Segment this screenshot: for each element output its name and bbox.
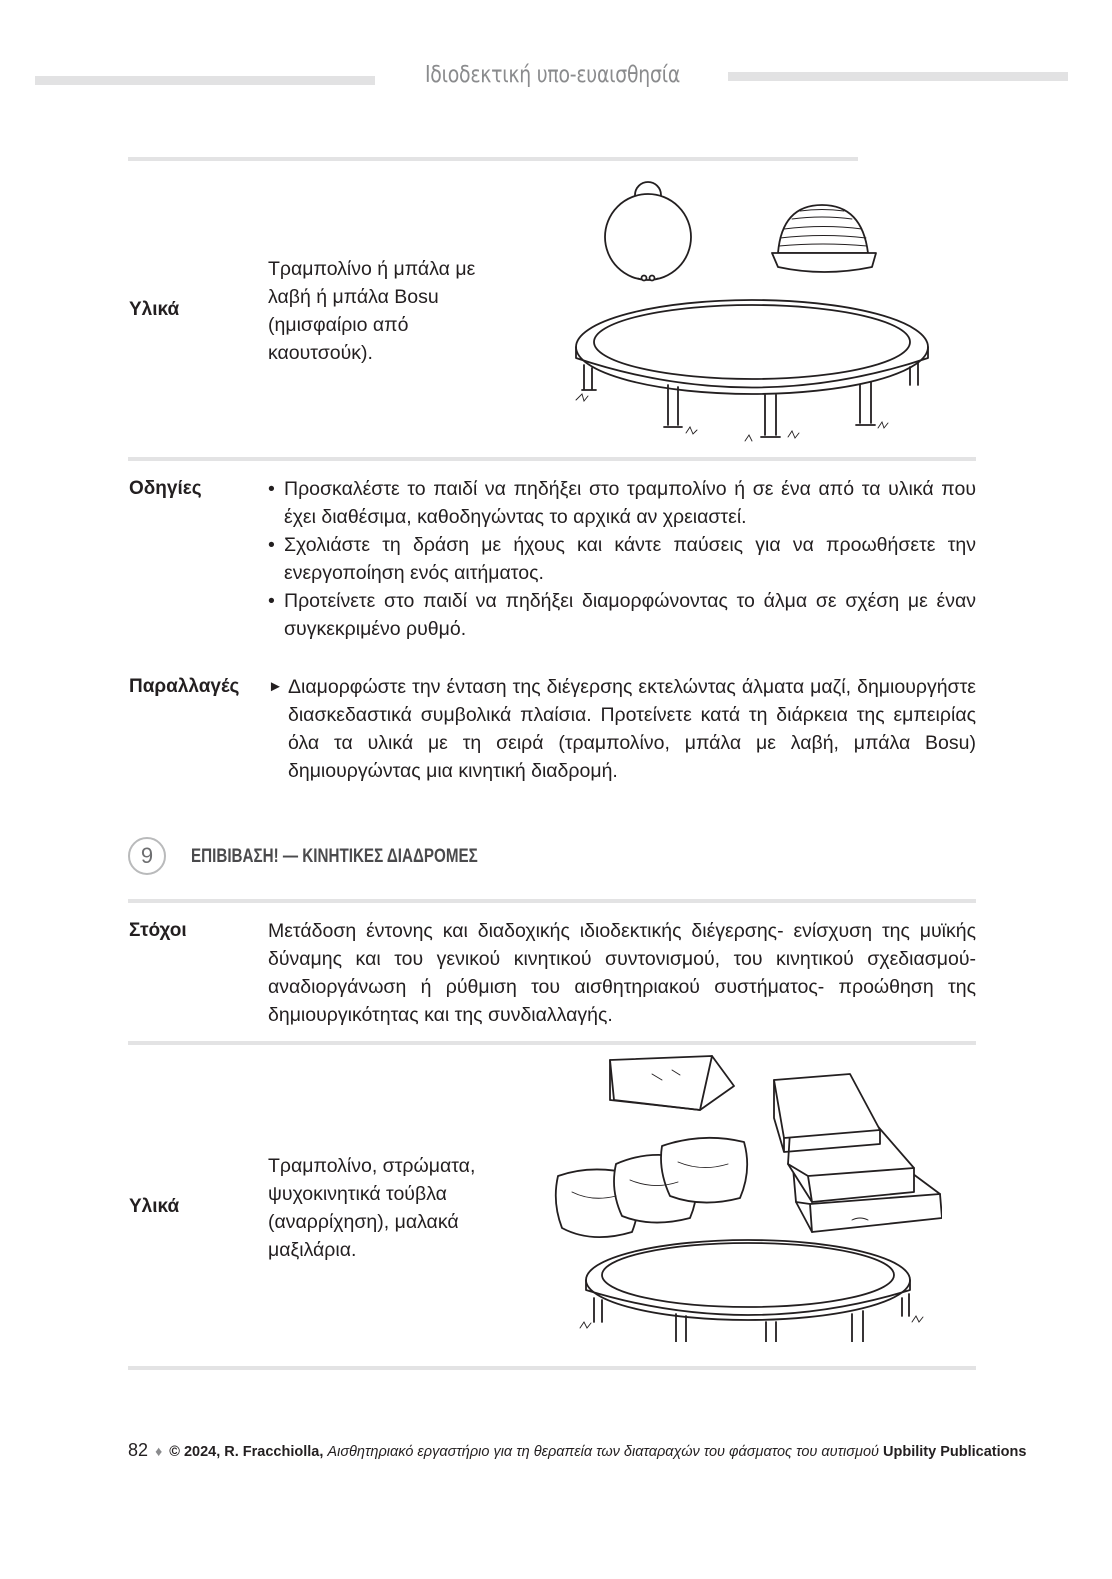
- rule-instructions: [128, 457, 976, 461]
- goals-text: Μετάδοση έντονης και διαδοχικής ιδιοδεκτικής διέγερσης- ενίσχυση της μυϊκής δύναμης και του γενικού κινητικού συντονισμού, του κινητικού σχεδιασμού-αναδιοργάνωση ή ρύθμιση του αισθητηριακού συστήματος- προώθηση της δημιουργικότητας και της συνδιαλλαγής.: [268, 920, 976, 1026]
- page-number: 82: [128, 1440, 149, 1460]
- materials-label-2: Υλικά: [129, 1196, 180, 1217]
- activity-number-badge: 9: [128, 837, 166, 875]
- arrow-right-icon: ►: [268, 678, 283, 695]
- list-item: • Προσκαλέστε το παιδί να πηδήξει στο τραμπολίνο ή σε ένα από τα υλικά που έχει διαθέσιμα, καθοδηγώντας το αρχικά αν χρειαστεί.: [268, 475, 976, 531]
- bosu-ball-icon: [772, 205, 876, 272]
- motor-course-illustration: [552, 1052, 942, 1342]
- bullet-icon: •: [268, 534, 275, 556]
- running-header-title: Ιδιοδεκτική υπο-ευαισθησία: [424, 62, 681, 88]
- instructions-label: Οδηγίες: [129, 478, 202, 499]
- diamond-icon: ♦: [155, 1443, 163, 1459]
- variations-text: Διαμορφώστε την ένταση της διέγερσης εκτελώντας άλματα μαζί, δημιουργήστε διασκεδαστικά συμβολικά πλαίσια. Προτείνετε κατά τη διάρκεια της εμπειρίας όλα τα υλικά με τη σειρά (τραμπολίνο, μπάλα με λαβή, μπάλα Bosu) δημιουργώντας μια κινητική διαδρομή.: [288, 676, 976, 782]
- psychomotor-blocks-icon: [774, 1074, 942, 1232]
- variations-block: [268, 673, 976, 785]
- rule-materials-2: [128, 1041, 976, 1045]
- materials-label: Υλικά: [129, 299, 180, 320]
- page-footer: [128, 1440, 1026, 1461]
- instructions-list: [268, 475, 976, 643]
- bullet-icon: •: [268, 590, 275, 612]
- list-item: • Προτείνετε στο παιδί να πηδήξει διαμορφώνοντας το άλμα σε σχέση με έναν συγκεκριμένο ρυθμό.: [268, 587, 976, 643]
- goals-label: Στόχοι: [129, 920, 187, 941]
- rule-goals: [128, 899, 976, 903]
- handle-ball-icon: [605, 182, 691, 281]
- materials-text-2: Τραμπολίνο, στρώματα, ψυχοκινητικά τούβλα (αναρρίχηση), μαλακά μαξιλάρια.: [268, 1155, 476, 1261]
- variations-label: Παραλλαγές: [129, 676, 240, 697]
- bullet-icon: •: [268, 478, 275, 500]
- activity-title: ΕΠΙΒΙΒΑΣΗ! — ΚΙΝΗΤΙΚΕΣ ΔΙΑΔΡΟΜΕΣ: [191, 846, 478, 867]
- wedge-mat-icon: [610, 1056, 734, 1110]
- footer-publisher: Upbility Publications: [883, 1444, 1027, 1460]
- rule-bottom: [128, 1366, 976, 1370]
- list-item: • Σχολιάστε τη δράση με ήχους και κάντε παύσεις για να προωθήσετε την ενεργοποίηση ενός αιτήματος.: [268, 531, 976, 587]
- cushions-icon: [556, 1138, 747, 1237]
- header-bar-left: [35, 76, 375, 85]
- footer-book-title: Αισθητηριακό εργαστήριο για τη θεραπεία των διαταραχών του φάσματος του αυτισμού: [327, 1444, 879, 1460]
- footer-copyright: © 2024, R. Fracchiolla,: [169, 1444, 324, 1460]
- trampoline-icon-2: [580, 1240, 923, 1342]
- rule-top: [128, 157, 858, 161]
- materials-text: Τραμπολίνο ή μπάλα με λαβή ή μπάλα Bosu (ημισφαίριο από καουτσούκ).: [268, 258, 476, 364]
- header-bar-right: [728, 72, 1068, 81]
- trampoline-icon: [576, 300, 928, 441]
- trampoline-ball-illustration: [560, 175, 940, 445]
